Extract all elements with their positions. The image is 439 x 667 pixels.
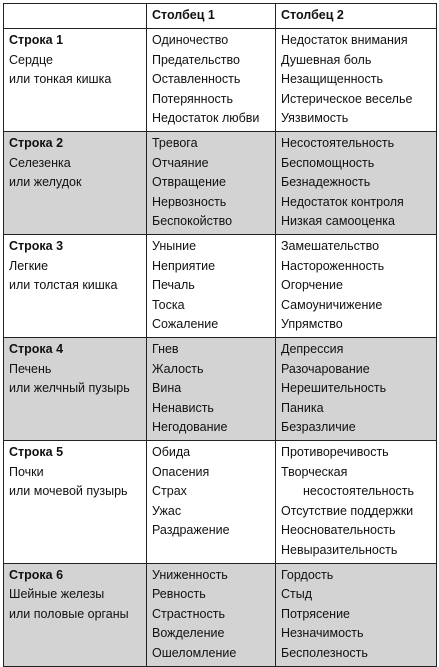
col1-item: Ужас	[152, 503, 182, 518]
col2-item: Незащищенность	[281, 72, 383, 87]
col2-item: Депрессия	[281, 342, 344, 356]
col1-item: Гнев	[152, 342, 179, 356]
table-row	[4, 132, 437, 235]
organ-text: или половые органы	[9, 606, 129, 621]
col2-cell	[276, 338, 437, 441]
organ-text: или тонкая кишка	[9, 72, 112, 87]
col2-item: Стыд	[281, 587, 313, 602]
col2-item: Уязвимость	[281, 111, 349, 126]
row-title: Строка 2	[9, 136, 64, 150]
row-title: Строка 6	[9, 567, 64, 582]
col1-item: Тревога	[152, 136, 198, 150]
col1-cell	[147, 338, 276, 441]
col2-item: Беспомощность	[281, 155, 375, 170]
col2-item: Истерическое веселье	[281, 91, 413, 106]
header-row	[4, 4, 437, 29]
col2-item: Потрясение	[281, 606, 351, 621]
col2-item: Незначимость	[281, 626, 364, 641]
col1-cell	[147, 441, 276, 564]
organ-text: Шейные железы	[9, 587, 105, 602]
col2-item: Огорчение	[281, 278, 343, 293]
row-title: Строка 5	[9, 445, 64, 459]
organ-text: Печень	[9, 361, 52, 376]
col2-item: Упрямство	[281, 317, 343, 332]
col1-cell	[147, 132, 276, 235]
col2-item: Настороженность	[281, 258, 385, 273]
organ-text: Селезенка	[9, 155, 71, 170]
row-label-cell	[4, 132, 147, 235]
table-row	[4, 29, 437, 132]
col1-item: Тоска	[152, 297, 185, 312]
col1-item: Печаль	[152, 278, 195, 293]
col1-item: Опасения	[152, 464, 210, 479]
row-label-cell	[4, 29, 147, 132]
col2-item: Несостоятельность	[281, 136, 395, 150]
col1-item: Обида	[152, 445, 191, 459]
table-row	[4, 441, 437, 564]
col2-item: Неосновательность	[281, 523, 396, 538]
row-title: Строка 1	[9, 33, 64, 47]
header-col1: Столбец 1	[147, 4, 276, 29]
col1-item: Сожаление	[152, 317, 219, 332]
table-row	[4, 563, 437, 666]
col2-item: Самоуничижение	[281, 297, 383, 312]
col1-item: Беспокойство	[152, 214, 233, 229]
col2-item: Недостаток контроля	[281, 194, 404, 209]
col2-item: Противоречивость	[281, 445, 389, 459]
col2-cell	[276, 563, 437, 666]
col1-item: Потерянность	[152, 91, 234, 106]
col2-item: Творческая	[281, 464, 348, 479]
col1-item: Уныние	[152, 239, 197, 253]
col2-item: Бесполезность	[281, 645, 368, 660]
col1-item: Предательство	[152, 52, 240, 67]
organ-text: Сердце	[9, 52, 53, 67]
col2-item: Безнадежность	[281, 175, 371, 190]
col1-item: Нервозность	[152, 194, 227, 209]
col1-cell	[147, 235, 276, 338]
col2-cell	[276, 235, 437, 338]
organ-text: Легкие	[9, 258, 49, 273]
col2-item: Замешательство	[281, 239, 380, 253]
table-row	[4, 338, 437, 441]
row-label-cell	[4, 563, 147, 666]
col1-item: Негодование	[152, 420, 228, 435]
col1-item: Страх	[152, 484, 187, 499]
col2-cell	[276, 441, 437, 564]
header-corner	[4, 4, 147, 29]
col1-item: Ненависть	[152, 400, 214, 415]
organ-text: или толстая кишка	[9, 278, 118, 293]
header-col2: Столбец 2	[276, 4, 437, 29]
emotion-table	[3, 3, 437, 667]
col1-item: Ревность	[152, 587, 206, 602]
col1-cell	[147, 563, 276, 666]
organ-text: или мочевой пузырь	[9, 484, 128, 499]
col1-cell	[147, 29, 276, 132]
organ-text: или желчный пузырь	[9, 381, 130, 396]
col1-item: Оставленность	[152, 72, 241, 87]
col1-item: Отвращение	[152, 175, 226, 190]
col1-item: Недостаток любви	[152, 111, 260, 126]
col2-item: Невыразительность	[281, 542, 398, 557]
col2-item: Паника	[281, 400, 324, 415]
col2-item: Гордость	[281, 567, 334, 582]
col2-item: Разочарование	[281, 361, 370, 376]
col2-cell	[276, 29, 437, 132]
col2-item: Душевная боль	[281, 52, 372, 67]
col1-item: Ошеломление	[152, 645, 237, 660]
col2-item: Недостаток внимания	[281, 33, 408, 47]
col2-cell	[276, 132, 437, 235]
table-body	[4, 29, 437, 667]
col1-item: Одиночество	[152, 33, 229, 47]
row-label-cell	[4, 441, 147, 564]
col2-item: Отсутствие поддержки	[281, 503, 414, 518]
col2-item: Низкая самооценка	[281, 214, 395, 229]
col1-item: Раздражение	[152, 523, 230, 538]
col2-item: несостоятельность	[303, 484, 415, 499]
row-label-cell	[4, 338, 147, 441]
col2-item: Безразличие	[281, 420, 356, 435]
col1-item: Вина	[152, 381, 182, 396]
col1-item: Страстность	[152, 606, 225, 621]
row-label-cell	[4, 235, 147, 338]
row-title: Строка 3	[9, 239, 64, 253]
organ-text: Почки	[9, 464, 44, 479]
row-title: Строка 4	[9, 342, 64, 356]
col1-item: Униженность	[152, 567, 228, 582]
col2-item: Нерешительность	[281, 381, 387, 396]
col1-item: Неприятие	[152, 258, 216, 273]
table-row	[4, 235, 437, 338]
col1-item: Вожделение	[152, 626, 225, 641]
organ-text: или желудок	[9, 175, 82, 190]
col1-item: Жалость	[152, 361, 204, 376]
col1-item: Отчаяние	[152, 155, 209, 170]
